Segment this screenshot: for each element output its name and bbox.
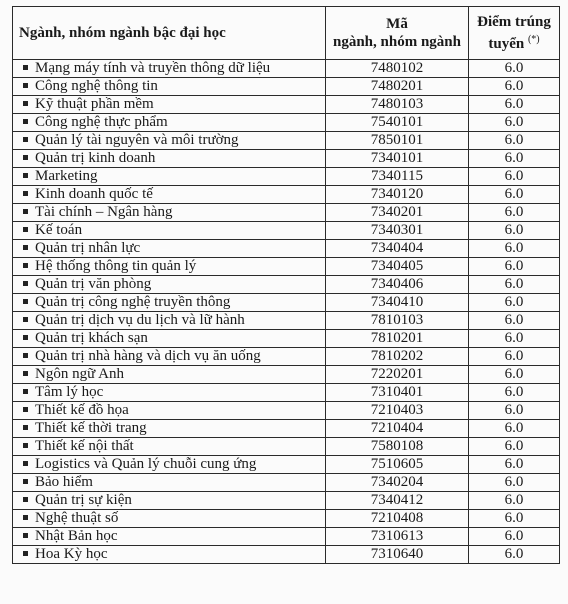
table-row: [13, 186, 560, 204]
table-row: [13, 60, 560, 78]
major-name: Tâm lý học: [35, 384, 104, 400]
major-name: Mạng máy tính và truyền thông dữ liệu: [35, 60, 271, 76]
bullet-icon: [23, 371, 28, 376]
score-cell: 6.0: [469, 150, 560, 168]
score-cell: 6.0: [469, 420, 560, 438]
score-cell: 6.0: [469, 204, 560, 222]
major-name: Thiết kế nội thất: [35, 438, 134, 454]
major-name-cell: [13, 420, 326, 438]
table-row: [13, 312, 560, 330]
score-cell: 6.0: [469, 60, 560, 78]
major-code-cell: 7850101: [326, 132, 469, 150]
major-name-cell: [13, 132, 326, 150]
major-name: Quản trị sự kiện: [35, 492, 132, 508]
major-code-cell: 7340301: [326, 222, 469, 240]
bullet-icon: [23, 551, 28, 556]
table-row: [13, 330, 560, 348]
table-row: [13, 294, 560, 312]
major-name: Logistics và Quản lý chuỗi cung ứng: [35, 456, 257, 472]
bullet-icon: [23, 119, 28, 124]
bullet-icon: [23, 137, 28, 142]
table-row: [13, 420, 560, 438]
major-name-cell: [13, 492, 326, 510]
major-code-cell: 7580108: [326, 438, 469, 456]
bullet-icon: [23, 479, 28, 484]
major-name: Quản trị nhà hàng và dịch vụ ăn uống: [35, 348, 261, 364]
major-name: Kỹ thuật phần mềm: [35, 96, 154, 112]
table-row: [13, 456, 560, 474]
major-name-cell: [13, 150, 326, 168]
major-name: Quản trị kinh doanh: [35, 150, 156, 166]
major-code-cell: 7340410: [326, 294, 469, 312]
major-code-cell: 7340120: [326, 186, 469, 204]
score-cell: 6.0: [469, 330, 560, 348]
table-row: [13, 528, 560, 546]
score-cell: 6.0: [469, 96, 560, 114]
score-cell: 6.0: [469, 114, 560, 132]
table-row: [13, 276, 560, 294]
table-row: [13, 258, 560, 276]
header-major-name: [13, 7, 326, 60]
bullet-icon: [23, 461, 28, 466]
major-name: Quản trị văn phòng: [35, 276, 152, 292]
major-code-cell: 7810201: [326, 330, 469, 348]
table-row: [13, 402, 560, 420]
table-row: [13, 510, 560, 528]
table-row: [13, 492, 560, 510]
score-cell: 6.0: [469, 348, 560, 366]
header-score-line2: tuyển: [488, 36, 525, 52]
bullet-icon: [23, 389, 28, 394]
major-code-cell: 7540101: [326, 114, 469, 132]
major-name-cell: [13, 528, 326, 546]
score-cell: 6.0: [469, 78, 560, 96]
major-name: Hệ thống thông tin quản lý: [35, 258, 197, 274]
header-code-line1: Mã: [386, 16, 408, 32]
score-cell: 6.0: [469, 438, 560, 456]
major-code-cell: 7810202: [326, 348, 469, 366]
header-code-line2: ngành, nhóm ngành: [333, 34, 461, 50]
score-cell: 6.0: [469, 492, 560, 510]
major-code-cell: 7340115: [326, 168, 469, 186]
table-row: [13, 348, 560, 366]
major-name-cell: [13, 312, 326, 330]
major-code-cell: 7340412: [326, 492, 469, 510]
table-row: [13, 150, 560, 168]
score-cell: 6.0: [469, 312, 560, 330]
score-cell: 6.0: [469, 132, 560, 150]
table-header-row: [13, 7, 560, 60]
table-row: [13, 366, 560, 384]
major-name-cell: [13, 78, 326, 96]
major-name: Ngôn ngữ Anh: [35, 366, 124, 382]
major-name-cell: [13, 474, 326, 492]
table-row: [13, 546, 560, 564]
bullet-icon: [23, 443, 28, 448]
major-name-cell: [13, 258, 326, 276]
major-name: Quản trị công nghệ truyền thông: [35, 294, 231, 310]
table-row: [13, 240, 560, 258]
score-cell: 6.0: [469, 474, 560, 492]
major-name-cell: [13, 96, 326, 114]
major-name: Quản trị nhân lực: [35, 240, 141, 256]
score-cell: 6.0: [469, 168, 560, 186]
major-name: Hoa Kỳ học: [35, 546, 108, 562]
major-name: Công nghệ thông tin: [35, 78, 158, 94]
score-cell: 6.0: [469, 240, 560, 258]
score-cell: 6.0: [469, 528, 560, 546]
bullet-icon: [23, 515, 28, 520]
major-name-cell: [13, 546, 326, 564]
major-code-cell: 7340101: [326, 150, 469, 168]
major-name-cell: [13, 456, 326, 474]
major-code-cell: 7340405: [326, 258, 469, 276]
table-body: [13, 60, 560, 564]
bullet-icon: [23, 317, 28, 322]
major-name: Kế toán: [35, 222, 83, 238]
bullet-icon: [23, 191, 28, 196]
score-cell: 6.0: [469, 456, 560, 474]
score-cell: 6.0: [469, 402, 560, 420]
major-name-cell: [13, 348, 326, 366]
major-name-cell: [13, 366, 326, 384]
score-cell: 6.0: [469, 384, 560, 402]
major-code-cell: 7340204: [326, 474, 469, 492]
bullet-icon: [23, 65, 28, 70]
bullet-icon: [23, 299, 28, 304]
table-row: [13, 96, 560, 114]
major-name-cell: [13, 204, 326, 222]
major-name: Marketing: [35, 168, 98, 184]
score-cell: 6.0: [469, 510, 560, 528]
score-cell: 6.0: [469, 294, 560, 312]
major-name-cell: [13, 384, 326, 402]
major-name: Công nghệ thực phẩm: [35, 114, 168, 130]
major-code-cell: 7480102: [326, 60, 469, 78]
major-code-cell: 7210408: [326, 510, 469, 528]
major-name-cell: [13, 168, 326, 186]
major-name-cell: [13, 60, 326, 78]
major-name-cell: [13, 330, 326, 348]
major-name: Thiết kế thời trang: [35, 420, 147, 436]
major-name-cell: [13, 222, 326, 240]
bullet-icon: [23, 425, 28, 430]
table-row: [13, 438, 560, 456]
header-score-note: (*): [527, 34, 540, 45]
score-cell: 6.0: [469, 222, 560, 240]
major-name: Quản trị khách sạn: [35, 330, 148, 346]
major-name-cell: [13, 402, 326, 420]
major-code-cell: 7340404: [326, 240, 469, 258]
major-name: Tài chính – Ngân hàng: [35, 204, 173, 220]
table-row: [13, 168, 560, 186]
major-code-cell: 7510605: [326, 456, 469, 474]
header-major-name-text: Ngành, nhóm ngành bậc đại học: [19, 25, 226, 41]
major-name-cell: [13, 438, 326, 456]
major-code-cell: 7220201: [326, 366, 469, 384]
major-name: Nghệ thuật số: [35, 510, 119, 526]
score-cell: 6.0: [469, 258, 560, 276]
bullet-icon: [23, 353, 28, 358]
major-code-cell: 7310401: [326, 384, 469, 402]
major-code-cell: 7210403: [326, 402, 469, 420]
bullet-icon: [23, 83, 28, 88]
major-code-cell: 7340201: [326, 204, 469, 222]
bullet-icon: [23, 533, 28, 538]
bullet-icon: [23, 497, 28, 502]
table-row: [13, 384, 560, 402]
table-row: [13, 222, 560, 240]
table-row: [13, 204, 560, 222]
major-name-cell: [13, 186, 326, 204]
major-code-cell: 7310640: [326, 546, 469, 564]
bullet-icon: [23, 281, 28, 286]
table-row: [13, 78, 560, 96]
major-code-cell: 7310613: [326, 528, 469, 546]
bullet-icon: [23, 209, 28, 214]
major-code-cell: 7810103: [326, 312, 469, 330]
major-code-cell: 7340406: [326, 276, 469, 294]
bullet-icon: [23, 245, 28, 250]
score-cell: 6.0: [469, 366, 560, 384]
score-cell: 6.0: [469, 276, 560, 294]
bullet-icon: [23, 227, 28, 232]
header-score-line1: Điểm trúng: [477, 14, 551, 30]
major-name-cell: [13, 114, 326, 132]
bullet-icon: [23, 263, 28, 268]
major-name: Thiết kế đồ họa: [35, 402, 129, 418]
table-row: [13, 114, 560, 132]
major-name-cell: [13, 276, 326, 294]
major-name-cell: [13, 510, 326, 528]
bullet-icon: [23, 173, 28, 178]
major-name-cell: [13, 240, 326, 258]
major-name: Bảo hiểm: [35, 474, 93, 490]
score-cell: 6.0: [469, 186, 560, 204]
bullet-icon: [23, 407, 28, 412]
major-code-cell: 7480103: [326, 96, 469, 114]
table-row: [13, 474, 560, 492]
header-major-code: [326, 7, 469, 60]
bullet-icon: [23, 101, 28, 106]
bullet-icon: [23, 155, 28, 160]
major-name: Nhật Bản học: [35, 528, 118, 544]
admission-score-table: [12, 6, 560, 564]
major-name-cell: [13, 294, 326, 312]
table-row: [13, 132, 560, 150]
major-name: Quản trị dịch vụ du lịch và lữ hành: [35, 312, 245, 328]
bullet-icon: [23, 335, 28, 340]
major-name: Kinh doanh quốc tế: [35, 186, 153, 202]
major-code-cell: 7480201: [326, 78, 469, 96]
major-name: Quản lý tài nguyên và môi trường: [35, 132, 239, 148]
header-score: [469, 7, 560, 60]
major-code-cell: 7210404: [326, 420, 469, 438]
score-cell: 6.0: [469, 546, 560, 564]
